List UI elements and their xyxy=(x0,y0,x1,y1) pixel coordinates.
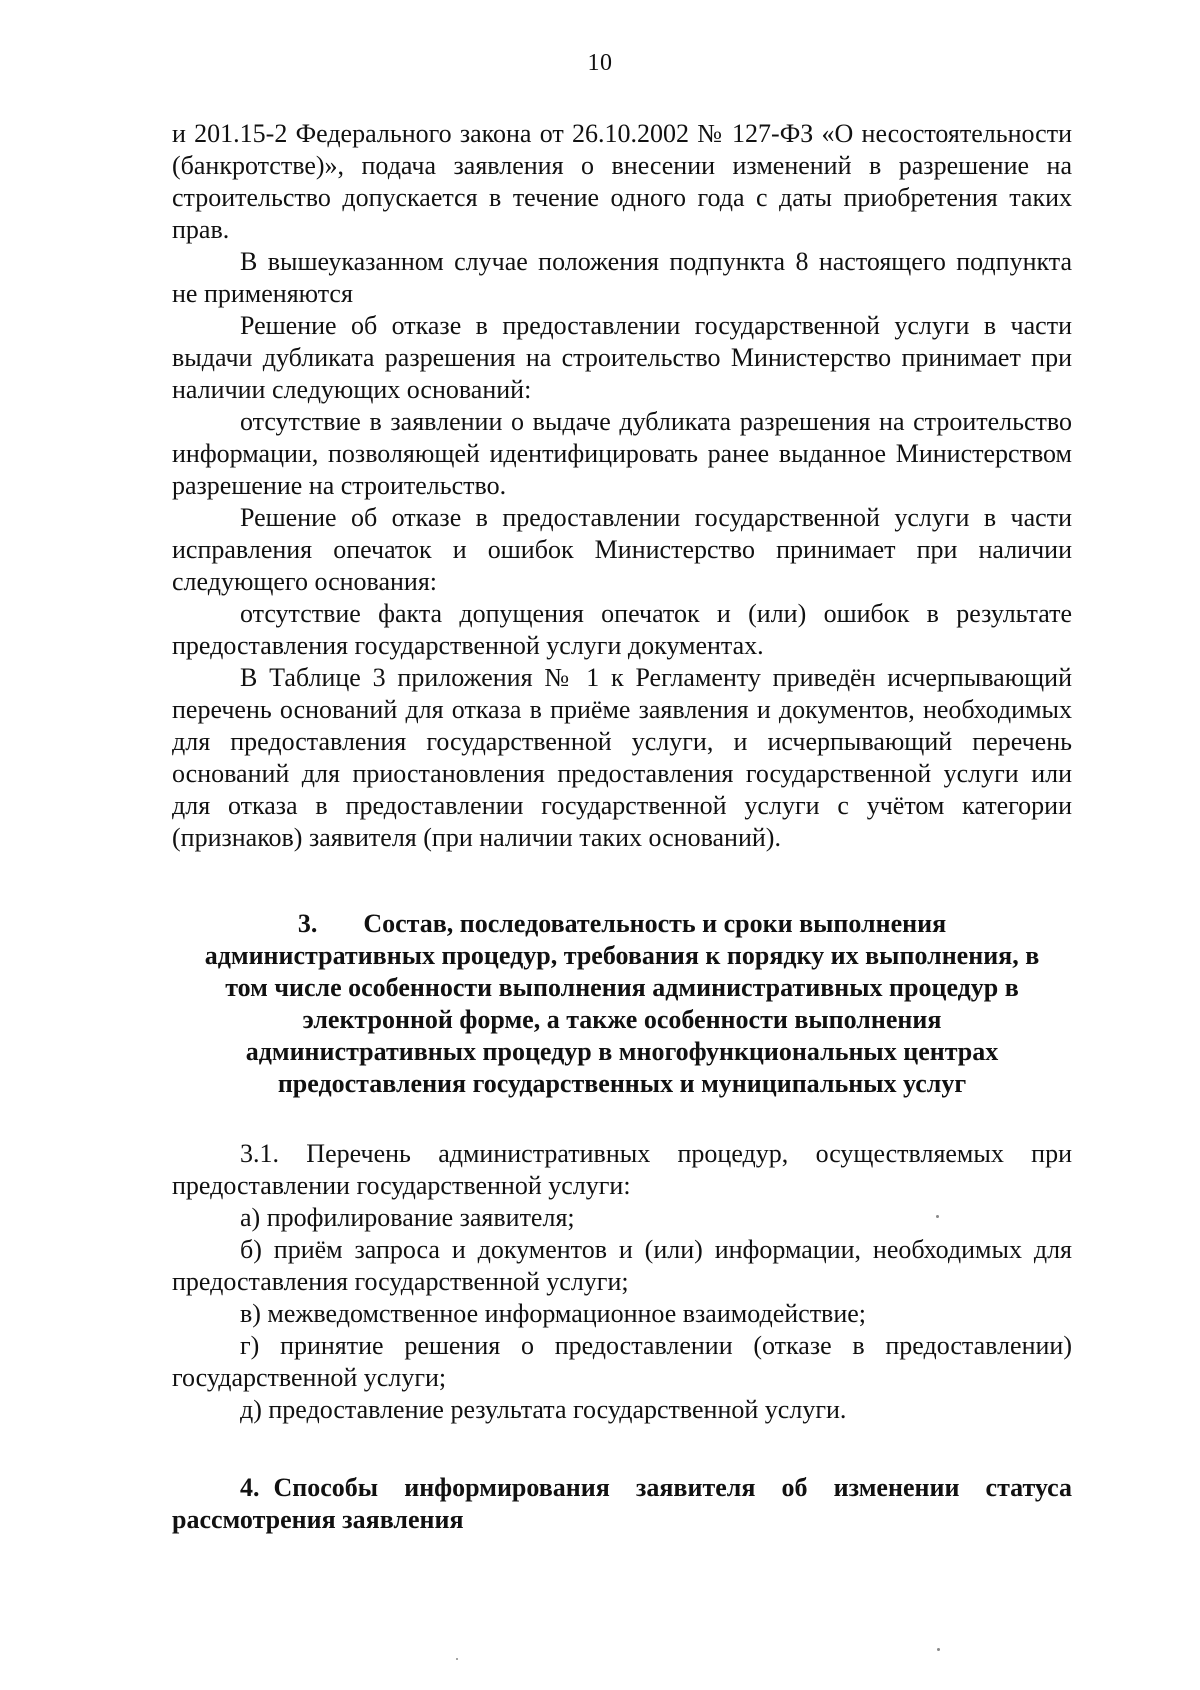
scan-speck xyxy=(937,1648,940,1651)
section-4-number: 4. xyxy=(240,1473,260,1502)
section-3-number: 3. xyxy=(297,909,318,938)
paragraph-table-reference: В Таблице 3 приложения № 1 к Регламенту приведён исчерпывающий перечень оснований для отказа в приёме заявления и документов, необходимых для предоставления государственной услуги, и исчерпывающий перечень оснований для приостановления предоставления государственной услуги или для отказа в предоставлении государственной услуги с учётом категории (признаков) заявителя (при наличии таких оснований). xyxy=(172,663,1072,852)
paragraph-refusal-duplicate: Решение об отказе в предоставлении государственной услуги в части выдачи дубликата разрешения на строительство Министерство принимает при наличии следующих оснований: xyxy=(172,311,1072,404)
page-number: 10 xyxy=(587,50,613,76)
list-item-a: а) профилирование заявителя; xyxy=(240,1203,575,1232)
paragraph-not-applied: В вышеуказанном случае положения подпункта 8 настоящего подпункта не применяются xyxy=(172,247,1072,308)
document-body xyxy=(172,118,1072,1536)
paragraph-duplicate-ground: отсутствие в заявлении о выдаче дубликата разрешения на строительство информации, позволяющей идентифицировать ранее выданное Министерством разрешение на строительство. xyxy=(172,407,1072,500)
list-item-b: б) приём запроса и документов и (или) информации, необходимых для предоставления государственной услуги; xyxy=(172,1235,1072,1296)
scan-speck xyxy=(936,1215,939,1218)
list-item-c: в) межведомственное информационное взаимодействие; xyxy=(240,1299,867,1328)
scan-speck xyxy=(456,1658,458,1660)
section-3-heading xyxy=(172,908,1072,1100)
section-3-title: Состав, последовательность и сроки выполнения административных процедур, требования к порядку их выполнения, в том числе особенности выполнения административных процедур в электронной форме, а также особенности выполнения административных процедур в многофункциональных центрах предоставления государственных и муниципальных услуг xyxy=(204,909,1040,1098)
list-item-d: г) принятие решения о предоставлении (отказе в предоставлении) государственной услуги; xyxy=(172,1331,1072,1392)
list-item-e: д) предоставление результата государственной услуги. xyxy=(240,1395,847,1424)
paragraph-refusal-errors: Решение об отказе в предоставлении государственной услуги в части исправления опечаток и ошибок Министерство принимает при наличии следующего основания: xyxy=(172,503,1072,596)
paragraph-errors-ground: отсутствие факта допущения опечаток и (или) ошибок в результате предоставления государственной услуги документах. xyxy=(172,599,1072,660)
clause-3-1: 3.1. Перечень административных процедур, осуществляемых при предоставлении государственной услуги: xyxy=(172,1139,1072,1200)
section-4-title: Способы информирования заявителя об изменении статуса рассмотрения заявления xyxy=(172,1473,1072,1534)
paragraph-continuation: и 201.15-2 Федерального закона от 26.10.2002 № 127-ФЗ «О несостоятельности (банкротстве)», подача заявления о внесении изменений в разрешение на строительство допускается в течение одного года с даты приобретения таких прав. xyxy=(172,119,1072,244)
section-4-heading xyxy=(172,1472,1072,1536)
